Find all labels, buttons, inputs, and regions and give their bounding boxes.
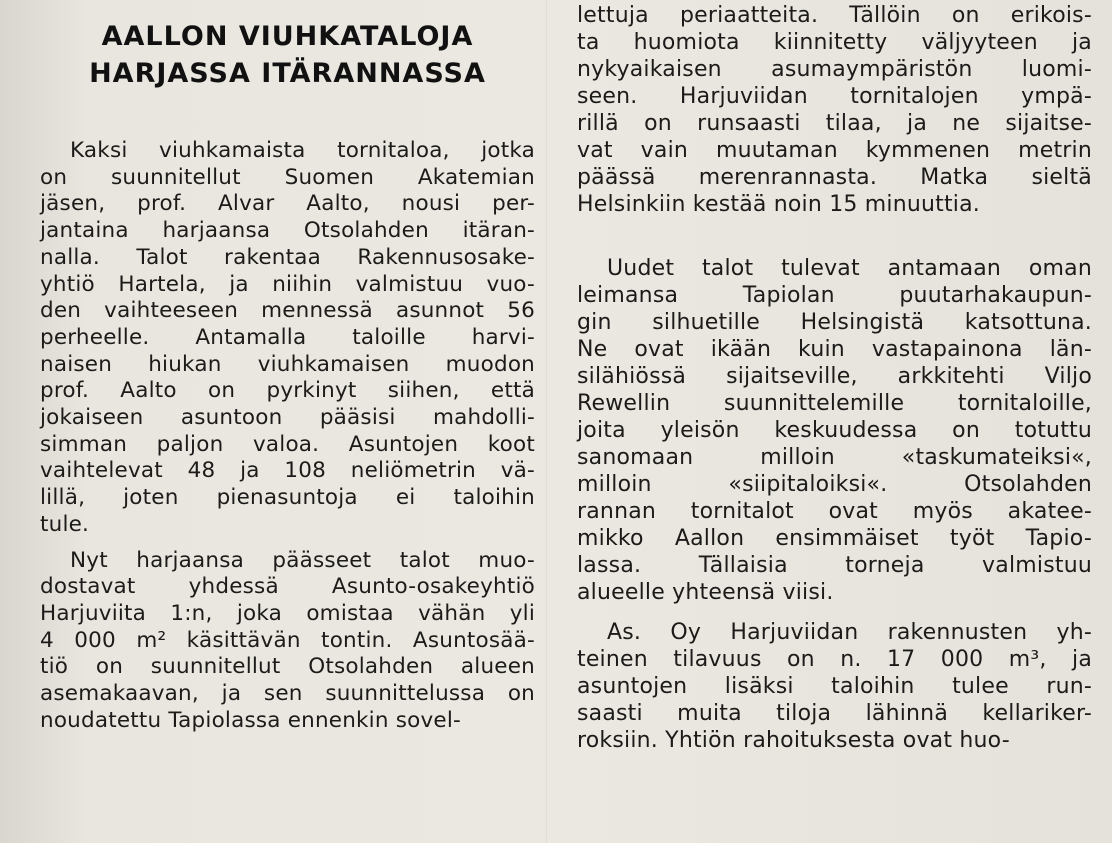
paragraph-gap (577, 227, 1092, 255)
text-line: alueelle yhteensä viisi. (577, 580, 834, 605)
text-line: jäsen, prof. Alvar Aalto, nousi per- (40, 191, 535, 217)
text-line: jantaina harjaansa Otsolahden itäran- (40, 218, 535, 244)
text-line: gin silhuetille Helsingistä katsottuna. (577, 310, 1092, 335)
text-line: tiö on suunnitellut Otsolahden alueen (40, 654, 535, 680)
text-line: vat vain muutaman kymmenen metrin (577, 138, 1092, 163)
text-line: leimansa Tapiolan puutarhakaupun- (577, 283, 1092, 308)
article-headline (40, 18, 535, 92)
text-line: ta huomiota kiinnitetty väljyyteen ja (577, 30, 1092, 55)
text-line: 4 000 m² käsittävän tontin. Asuntosää- (40, 627, 535, 653)
article-paragraph (577, 255, 1092, 606)
text-line: yhtiö Hartela, ja niihin valmistuu vuo- (40, 271, 535, 297)
text-line: Ne ovat ikään kuin vastapainona län- (577, 337, 1092, 362)
headline-line: HARJASSA ITÄRANNASSA (89, 58, 486, 89)
text-line: Kaksi viuhkamaista tornitaloa, jotka (70, 138, 535, 163)
text-line: milloin «siipitaloiksi«. Otsolahden (577, 472, 1092, 497)
text-line: asuntojen lisäksi taloihin tulee run- (577, 674, 1092, 699)
text-line: lillä, joten pienasuntoja ei taloihin (40, 485, 535, 511)
text-line: asemakaavan, ja sen suunnittelussa on (40, 681, 535, 707)
text-line: As. Oy Harjuviidan rakennusten yh- (607, 620, 1092, 645)
article-paragraph (40, 138, 535, 539)
text-line: rannan tornitalot ovat myös akatee- (577, 499, 1092, 524)
right-column (577, 2, 1092, 763)
text-line: mikko Aallon ensimmäiset työt Tapio- (577, 526, 1092, 551)
text-line: joita yleisön keskuudessa on totuttu (577, 418, 1092, 443)
text-line: simman paljon valoa. Asuntojen koot (40, 431, 535, 457)
article-paragraph (577, 2, 1092, 218)
text-line: Uudet talot tulevat antamaan oman (607, 256, 1092, 281)
left-column (40, 18, 535, 743)
text-line: päässä merenrannasta. Matka sieltä (577, 165, 1092, 190)
text-line: on suunnitellut Suomen Akatemian (40, 164, 535, 190)
column-gutter (546, 0, 547, 843)
text-line: perheelle. Antamalla taloille harvi- (40, 324, 535, 350)
text-line: den vaihteeseen mennessä asunnot 56 (40, 298, 535, 324)
right-paragraphs (577, 2, 1092, 754)
text-line: seen. Harjuviidan tornitalojen ympä- (577, 84, 1092, 109)
article-paragraph (40, 548, 535, 735)
text-line: nykyaikaisen asumaympäristön luomi- (577, 57, 1092, 82)
text-line: vaihtelevat 48 ja 108 neliömetrin vä- (40, 458, 535, 484)
text-line: Rewellin suunnittelemille tornitaloille, (577, 391, 1092, 416)
text-line: Helsinkiin kestää noin 15 minuuttia. (577, 192, 980, 217)
text-line: lassa. Tällaisia torneja valmistuu (577, 553, 1092, 578)
text-line: Nyt harjaansa päässeet talot muo- (70, 547, 535, 573)
text-line: rillä on runsaasti tilaa, ja ne sijaitse- (577, 111, 1092, 136)
text-line: naisen hiukan viuhkamaisen muodon (40, 351, 535, 377)
text-line: Harjuviita 1:n, joka omistaa vähän yli (40, 600, 535, 626)
text-line: sanomaan milloin «taskumateiksi«, (577, 445, 1092, 470)
text-line: tule. (40, 511, 90, 537)
text-line: noudatettu Tapiolassa ennenkin sovel- (40, 707, 461, 733)
text-line: roksiin. Yhtiön rahoituksesta ovat huo- (577, 728, 1010, 753)
text-line: jokaiseen asuntoon pääsisi mahdolli- (40, 405, 535, 431)
text-line: nalla. Talot rakentaa Rakennusosake- (40, 244, 535, 270)
left-paragraphs (40, 138, 535, 734)
text-line: saasti muita tiloja lähinnä kellariker- (577, 701, 1092, 726)
text-line: lettuja periaatteita. Tällöin on erikois- (577, 3, 1092, 28)
text-line: dostavat yhdessä Asunto-osakeyhtiö (40, 574, 535, 600)
text-line: prof. Aalto on pyrkinyt siihen, että (40, 378, 535, 404)
article-paragraph (577, 619, 1092, 754)
text-line: teinen tilavuus on n. 17 000 m³, ja (577, 647, 1092, 672)
text-line: silähiössä sijaitseville, arkkitehti Viljo (577, 364, 1092, 389)
headline-line: AALLON VIUHKATALOJA (101, 21, 474, 52)
